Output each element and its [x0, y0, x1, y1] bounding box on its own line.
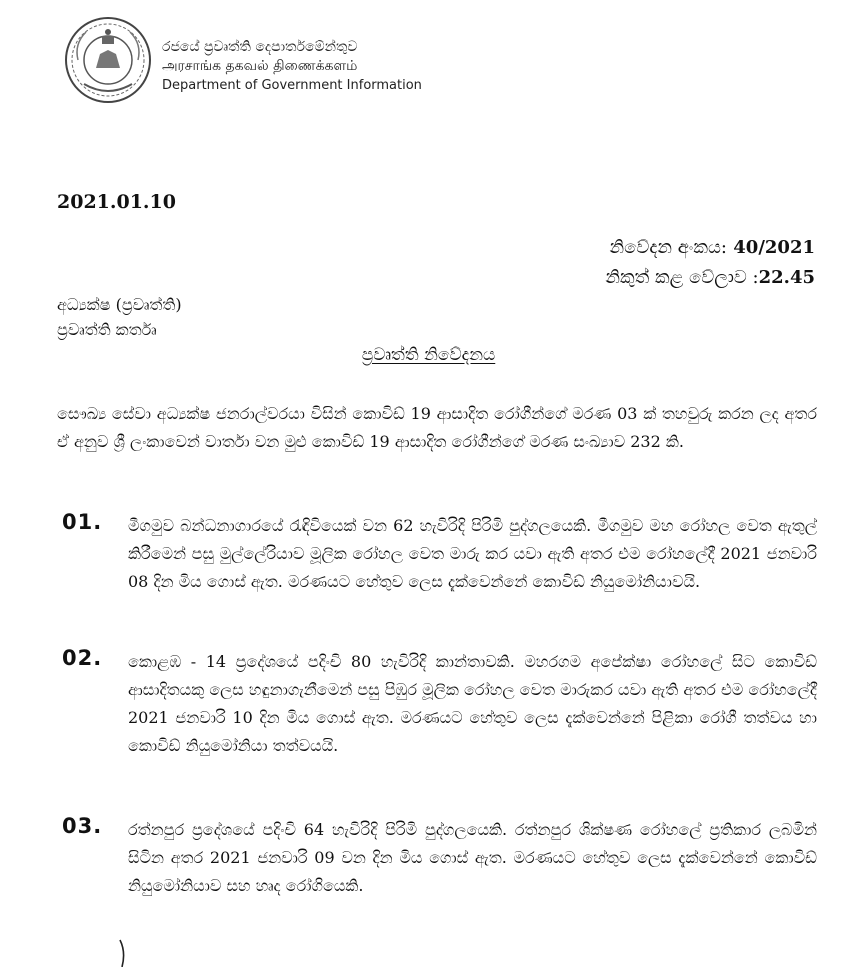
department-name-sinhala: රජයේ ප්‍රවෘත්ති දෙපාර්තමේන්තුව [162, 39, 358, 55]
letterhead [62, 12, 482, 112]
department-name-english: Department of Government Information [162, 78, 422, 93]
item-text: රත්නපුර ප්‍රදේශයේ පදිංචි 64 හැවිරිදි පිරිමි පුද්ගලයෙකි. රත්නපුර ශික්ෂණ රෝහලේ ප්‍රතිකාර ලබමින් සිටින අතර 2021 ජනවාරි 09 වන දින මිය ගොස් ඇත. මරණයට හේතුව ලෙස දැක්වෙන්නේ කොවිඩ් නියුමෝනියාව සහ හෘද රෝගියෙකි. [128, 820, 817, 895]
release-time-value: 22.45 [758, 267, 815, 288]
release-meta [605, 233, 815, 293]
addressee-line-2: ප්‍රවෘත්ති කර්තෘ [57, 320, 157, 339]
addressee-line-1: අධ්‍යක්ෂ (ප්‍රවෘත්ති) [57, 295, 182, 314]
item-number: 01. [62, 510, 103, 534]
addressee-block [57, 292, 182, 342]
document-title: ප්‍රවෘත්ති නිවේදනය [361, 345, 496, 365]
intro-paragraph: සෞඛ්‍ය සේවා අධ්‍යක්ෂ ජනරාල්වරයා විසින් කොවිඩ් 19 ආසාදිත රෝගීන්ගේ මරණ 03 ක් තහවුරු කරන ලද අතර ඒ අනුව ශ්‍රී ලංකාවෙන් වාර්තා වන මුළු කොවිඩ් 19 ආසාදිත රෝගීන්ගේ මරණ සංඛ්‍යාව 232 කි. [57, 404, 817, 451]
item-number: 03. [62, 814, 103, 838]
release-time [605, 263, 815, 293]
signature-mark [108, 938, 138, 967]
item-number: 02. [62, 646, 103, 670]
release-number-label: නිවේදන අංකය: [609, 237, 727, 258]
state-emblem-icon [62, 14, 154, 106]
release-time-label: නිකුත් කළ වේලාව : [605, 267, 759, 288]
item-text: කොළඹ - 14 ප්‍රදේශයේ පදිංචි 80 හැවිරිදි කාන්තාවකි. මහරගම අපේක්ෂා රෝහලේ සිට කොවිඩ් ආසාදිතයකු ලෙස හඳුනාගැනීමෙන් පසු පිඹුර මූලික රෝහල වෙත මාරුකර යවා ඇති අතර එම රෝහලේදී 2021 ජනවාරි 10 දින මිය ගොස් ඇත. මරණයට හේතුව ලෙස දැක්වෙන්නේ පිළිකා රෝගී තත්වය හා කොවිඩ් නියුමෝනියා තත්වයයි. [128, 652, 817, 755]
release-number [605, 233, 815, 263]
release-number-value: 40/2021 [733, 237, 815, 258]
release-date: 2021.01.10 [57, 191, 176, 213]
department-name-tamil: அரசாங்க தகவல் திணைக்களம் [162, 58, 358, 74]
item-text: මීගමුව බන්ධනාගාරයේ රැඳිවියෙක් වන 62 හැවිරිදි පිරිමි පුද්ගලයෙකි. මීගමුව මහ රෝහල වෙත ඇතුල් කිරීමෙන් පසු මුල්ලේරියාව මූලික රෝහල වෙත මාරු කර යවා ඇති අතර එම රෝහලේදී 2021 ජනවාරි 08 දින මිය ගොස් ඇත. මරණයට හේතුව ලෙස දැක්වෙන්නේ කොවිඩ් නියුමෝනියාවයි. [128, 516, 817, 591]
